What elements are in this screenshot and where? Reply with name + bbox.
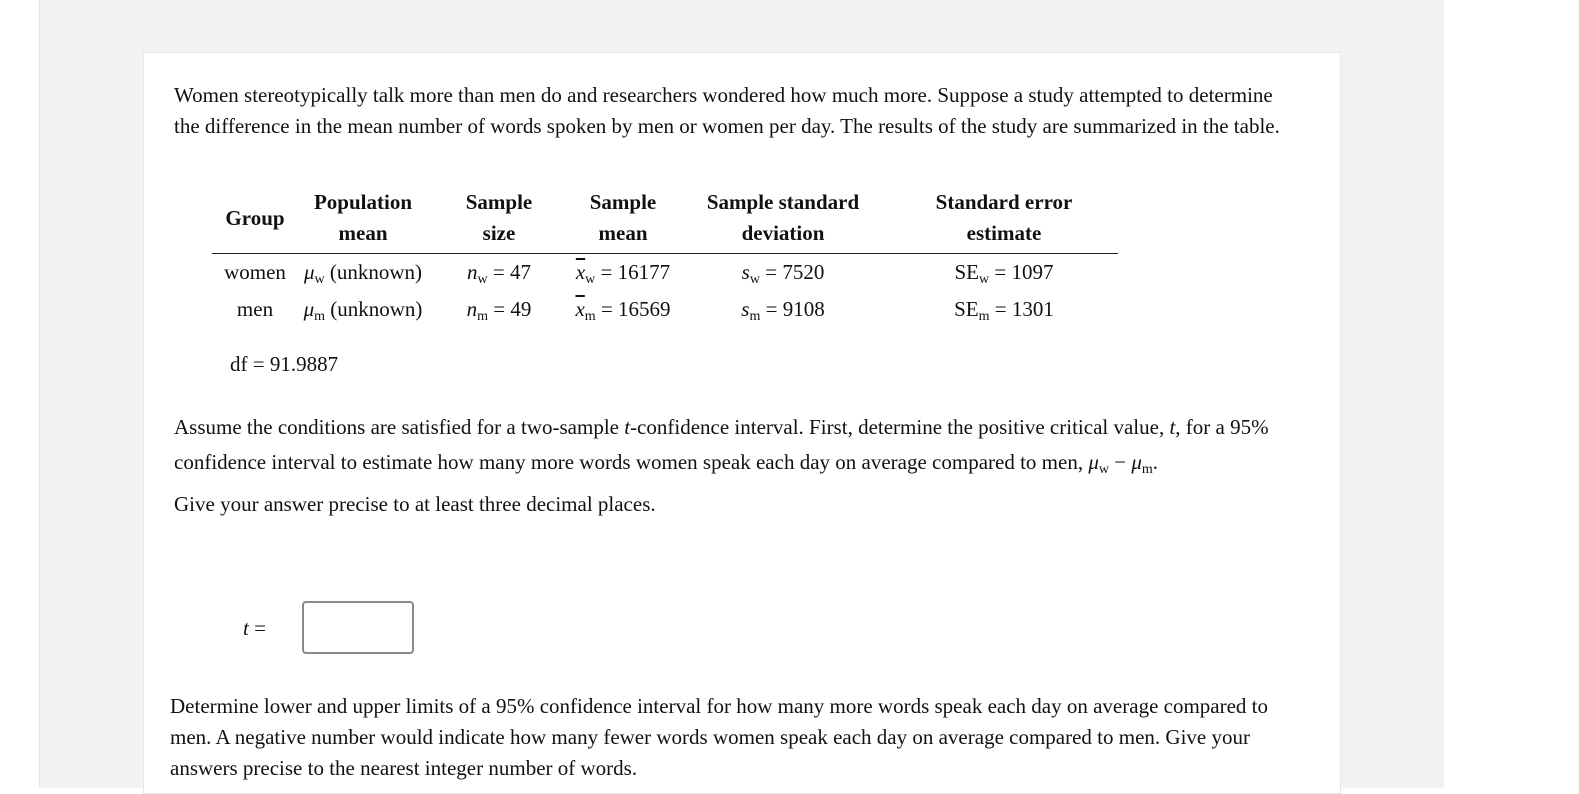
cell-group: women [224,260,286,284]
degrees-of-freedom: df = 91.9887 [230,352,339,376]
header-population-mean: Population mean [298,187,428,254]
cell-population-mean: $\mu_m$ (unknown) [303,297,423,324]
table-row-women [212,254,1118,292]
table-header-row [212,187,1118,254]
cell-sample-sd: $s_w = 7520$ [741,260,825,287]
header-group: Group [212,187,298,254]
header-se-estimate: Standard error estimate [890,187,1118,254]
cell-sample-sd: $s_m = 9108$ [741,297,825,324]
cell-sample-size: $n_w = 47$ [467,260,531,287]
header-sample-sd: Sample standard deviation [676,187,890,254]
cell-sample-mean: $\overline{x}_w = 16177$ [575,260,671,287]
cell-group: men [236,297,274,321]
header-sample-size: Sample size [428,187,570,254]
table-row-men [212,291,1118,328]
cell-se-estimate: $SE_w = 1097$ [954,260,1054,287]
cell-se-estimate: $SE_m = 1301$ [954,297,1054,324]
intro-paragraph: Women stereotypically talk more than men do and researchers wondered how much more. Suppose a study attempted to determine the difference in the mean number of words spoken by men or women per day. The results of the study are summarized in the table. [174,83,1280,138]
precision-instruction: Give your answer precise to at least three decimal places. [174,492,656,516]
cell-sample-mean: $\overline{x}_m = 16569$ [575,297,671,324]
summary-table [212,187,1118,328]
t-answer-input[interactable] [302,601,414,654]
cell-sample-size: $n_m = 49$ [466,297,532,324]
question-critical-value: Assume the conditions are satisfied for a two-sample t-confidence interval. First, determine the positive critical value, t, for a 95% confidence interval to estimate how many more words women speak each day on average compared to men, $\mu_w - \mu_m$. [174,415,1269,477]
cell-population-mean: $\mu_w$ (unknown) [303,260,423,287]
t-answer-label: t = [243,616,266,640]
question-confidence-limits: Determine lower and upper limits of a 95% confidence interval for how many more words speak each day on average compared to men. A negative number would indicate how many fewer words women speak each day on average compared to men. Give your answers precise to the nearest integer number of words. [170,694,1269,780]
header-sample-mean: Sample mean [570,187,676,254]
